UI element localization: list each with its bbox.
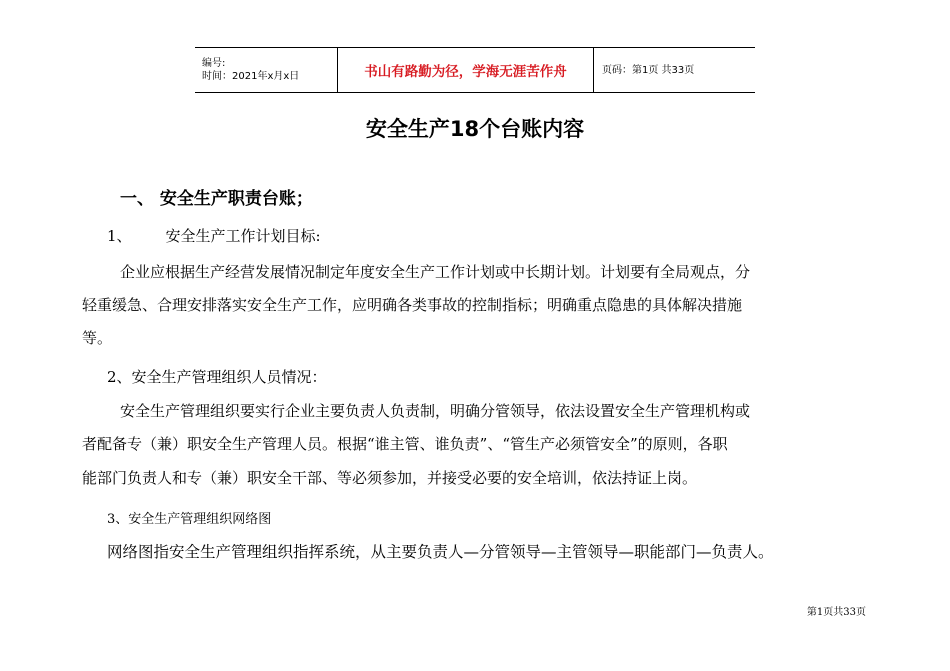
- item1-number: 1、: [107, 227, 132, 245]
- motto-text: 书山有路勤为径，学海无涯苦作舟: [364, 64, 567, 80]
- item1-heading: [107, 225, 321, 246]
- paragraph-line: 者配备专（兼）职安全生产管理人员。根据“谁主管、谁负责”、“管生产必须管安全”的原则，各职: [82, 435, 728, 453]
- item1-title: 安全生产工作计划目标:: [165, 227, 321, 245]
- number-label: 编号:: [202, 58, 226, 69]
- header-right-cell: [594, 48, 755, 92]
- page-label: 页码：第1页 共33页: [602, 64, 695, 76]
- paragraph-line: 等。: [82, 329, 113, 347]
- paragraph-line: 安全生产管理组织要实行企业主要负责人负责制，明确分管领导，依法设置安全生产管理机构或: [120, 402, 751, 420]
- paragraph-line: 企业应根据生产经营发展情况制定年度安全生产工作计划或中长期计划。计划要有全局观点，分: [120, 263, 751, 281]
- item3-heading: 3、安全生产管理组织网络图: [107, 512, 272, 527]
- paragraph-line: 轻重缓急、合理安排落实安全生产工作，应明确各类事故的控制指标；明确重点隐患的具体解决措施: [82, 296, 743, 314]
- paragraph-line: 能部门负责人和专（兼）职安全干部、等必须参加，并接受必要的安全培训，依法持证上岗。: [82, 469, 698, 487]
- item2-heading: 2、安全生产管理组织人员情况：: [107, 368, 327, 386]
- time-label: 时间：2021年x月x日: [202, 71, 300, 82]
- page-footer: 第1页共33页: [806, 607, 866, 618]
- section-heading: 一、 安全生产职责台账；: [120, 189, 313, 209]
- document-header: [195, 47, 755, 93]
- header-left-cell: [195, 48, 338, 92]
- header-motto-cell: [338, 48, 594, 92]
- document-title: 安全生产18个台账内容: [365, 117, 585, 141]
- paragraph-line: 网络图指安全生产管理组织指挥系统，从主要负责人—分管领导—主管领导—职能部门—负责人。: [107, 543, 774, 561]
